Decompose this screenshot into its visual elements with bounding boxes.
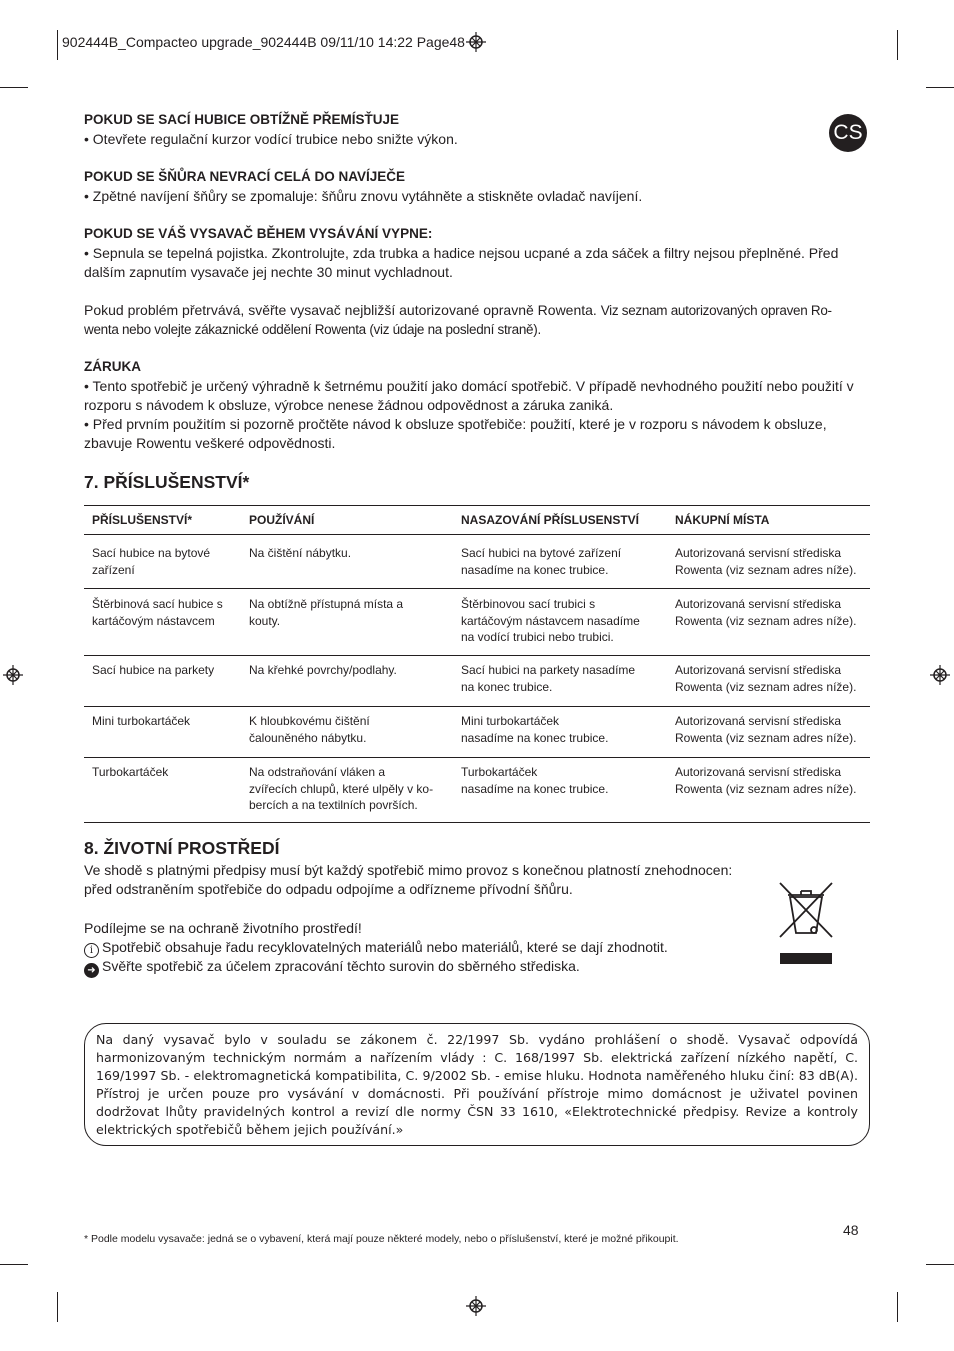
accessories-table (84, 505, 870, 823)
table-cell: K hloubkovému čištění čalouněného nábytku. (249, 714, 370, 745)
environment-line: před odstraněním spotřebiče do odpadu odpojíme a odřízneme přívodní šňůru. (84, 881, 573, 897)
table-cell: Autorizovaná servisní střediska Rowenta (viz seznam adres níže). (675, 714, 857, 745)
body-line: • Otevřete regulační kurzor vodící trubice nebo snižte výkon. (84, 131, 458, 147)
info-icon: i (84, 943, 99, 958)
crop-mark (0, 1264, 28, 1265)
warranty-line: rozporu s návodem k obsluze, výrobce nenese žádnou odpovědnost a záruka zaniká. (84, 397, 614, 413)
body-line: • Sepnula se tepelná pojistka. Zkontrolujte, zda trubka a hadice nejsou ucpané a zda sáček a filtry nejsou přeplněné. Před (84, 245, 839, 261)
arrow-right-icon: ➜ (84, 963, 99, 978)
environment-text: Svěřte spotřebič za účelem zpracování těchto surovin do sběrného střediska. (102, 958, 580, 974)
body-line: dalším zapnutím vysavače jej nechte 30 minut vychladnout. (84, 264, 453, 280)
service-note-part: Pokud problém přetrvává, svěřte vysavač nejbližší autorizované opravně Rowenta. (84, 302, 601, 318)
table-cell: Na čištění nábytku. (249, 546, 352, 560)
table-cell: Na obtížně přístupná místa a kouty. (249, 597, 404, 628)
table-cell: Turbokartáček (92, 765, 169, 779)
table-cell: Sací hubice na bytové zařízení (92, 546, 211, 577)
table-cell: Autorizovaná servisní střediska Rowenta (viz seznam adres níže). (675, 663, 857, 694)
environment-title: 8. ŽIVOTNÍ PROSTŘEDÍ (84, 838, 280, 858)
environment-line: Ve shodě s platnými předpisy musí být každý spotřebič mimo provoz s konečnou platností znehodnocen: (84, 862, 733, 878)
environment-line (84, 957, 580, 978)
environment-line: Podílejme se na ochraně životního prostředí! (84, 920, 362, 936)
warranty-heading: ZÁRUKA (84, 359, 141, 374)
table-cell: Autorizovaná servisní střediska Rowenta (viz seznam adres níže). (675, 597, 857, 628)
warranty-line: • Před prvním použitím si pozorně pročtěte návod k obsluze spotřebiče: použití, které je v rozporu s návodem k obsluze, (84, 416, 827, 432)
warranty-line: • Tento spotřebič je určený výhradně k šetrnému použití jako domácí spotřebič. V případě nevhodného použití nebo použití v (84, 378, 854, 394)
table-row (84, 655, 870, 706)
declaration-box: Na daný vysavač bylo v souladu se zákonem č. 22/1997 Sb. vydáno prohlášení o shodě. Vysavač odpovídá harmonizovaným technickým normám a nařízením vlády : C. 168/1997 Sb. elektrická zařízení nízkého napětí, C. 169/1997 Sb. - elektromagnetická kompatibilita, C. 9/2002 Sb. - emise hluku. Hodnota naměřeného hluku činí: 83 dB(A). Přístroj je určen pouze pro vysávání v domácnosti. Při používání přístroje mimo domácnost je uživatel povinen dodržovat lhůty pravidelných kontrol a revizí dle normy ČSN 33 1610, «Elektrotechnické předpisy. Revize a kontroly elektrických spotřebičů během jejich používání.» (84, 1023, 870, 1146)
table-cell: Autorizovaná servisní střediska Rowenta (viz seznam adres níže). (675, 546, 857, 577)
table-cell: Sací hubice na parkety (92, 663, 215, 677)
table-row (84, 757, 870, 823)
table-header-row (84, 505, 870, 534)
table-cell: Na křehké povrchy/podlahy. (249, 663, 397, 677)
table-cell: Mini turbokartáček nasadíme na konec trubice. (461, 714, 609, 745)
table-row (84, 588, 870, 655)
service-note (84, 301, 832, 320)
footnote: * Podle modelu vysavače: jedná se o vybavení, která mají pouze některé modely, nebo o příslušenství, které je možné přikoupit. (84, 1233, 679, 1245)
registration-mark-icon (3, 665, 23, 685)
table-cell: Sací hubici na bytové zařízení nasadíme na konec trubice. (461, 546, 622, 577)
column-header: NÁKUPNÍ MÍSTA (675, 513, 770, 527)
language-badge: CS (829, 114, 867, 152)
crop-mark (926, 87, 954, 88)
service-note-part: Viz seznam autorizovaných opraven Ro- (600, 303, 832, 318)
print-slug: 902444B_Compacteo upgrade_902444B 09/11/10 14:22 Page48 (62, 34, 465, 50)
table-cell: Autorizovaná servisní střediska Rowenta (viz seznam adres níže). (675, 765, 857, 796)
table-row (84, 706, 870, 757)
registration-mark-icon (930, 665, 950, 685)
table-cell: Na odstraňování vláken a zvířecích chlupů, které ulpěly v ko- bercích a na textilních površích. (249, 765, 434, 812)
registration-mark-icon (466, 1296, 486, 1316)
column-header: POUŽÍVÁNÍ (249, 513, 315, 527)
registration-mark-icon (466, 32, 486, 52)
table-cell: Štěrbinová sací hubice s kartáčovým nástavcem (92, 597, 223, 628)
table-cell: Mini turbokartáček (92, 714, 191, 728)
page-number: 48 (843, 1222, 859, 1238)
environment-text: Spotřebič obsahuje řadu recyklovatelných materiálů nebo materiálů, které se dají zhodnotit. (102, 939, 668, 955)
warranty-line: zbavuje Rowentu veškeré odpovědnosti. (84, 435, 336, 451)
crop-mark (57, 1292, 58, 1322)
accessories-title: 7. PŘÍSLUŠENSTVÍ* (84, 472, 250, 492)
crop-mark (897, 1292, 898, 1322)
crop-mark (57, 30, 58, 60)
table-cell: Štěrbinovou sací trubici s kartáčovým nástavcem nasadíme na vodící trubici nebo trubici. (461, 597, 640, 644)
table-cell: Turbokartáček nasadíme na konec trubice. (461, 765, 609, 796)
section-heading: POKUD SE VÁŠ VYSAVAČ BĚHEM VYSÁVÁNÍ VYPNE: (84, 226, 433, 241)
table-cell: Sací hubici na parkety nasadíme na konec trubice. (461, 663, 636, 694)
body-line: • Zpětné navíjení šňůry se zpomaluje: šňůru znovu vytáhněte a stiskněte ovladač navíjení. (84, 188, 643, 204)
crop-mark (897, 30, 898, 60)
crossed-bin-icon (776, 879, 836, 965)
section-heading: POKUD SE SACÍ HUBICE OBTÍŽNĚ PŘEMÍSŤUJE (84, 112, 400, 127)
table-row (84, 534, 870, 588)
column-header: PŘÍSLUŠENSTVÍ* (92, 513, 193, 527)
crop-mark (926, 1264, 954, 1265)
column-header: NASAZOVÁNÍ PŘÍSLUSENSTVÍ (461, 513, 640, 527)
environment-line (84, 938, 668, 958)
crop-mark (0, 87, 28, 88)
section-heading: POKUD SE ŠŇŮRA NEVRACÍ CELÁ DO NAVÍJEČE (84, 169, 406, 184)
service-note-line: wenta nebo volejte zákaznické oddělení Rowenta (viz údaje na poslední straně). (84, 322, 541, 337)
